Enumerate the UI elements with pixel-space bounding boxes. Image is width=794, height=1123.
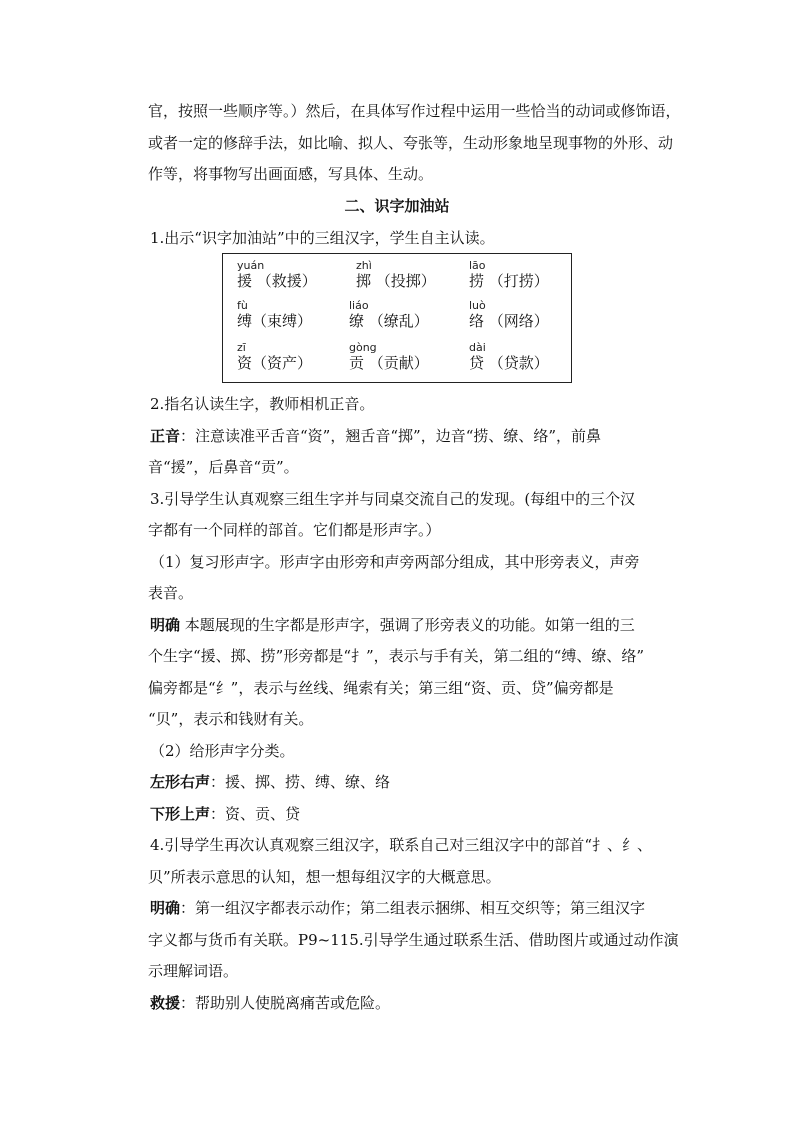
jiuyuan-label: 救援 [150, 994, 181, 1012]
intro-line-1: 官，按照一些顺序等。）然后，在具体写作过程中运用一些恰当的动词或修饰语， [148, 102, 681, 120]
mingque-2-label: 明确 [150, 899, 181, 917]
char-cell [237, 342, 347, 372]
step-1: 1.出示“识字加油站”中的三组汉字，学生自主认读。 [150, 229, 495, 247]
zhengyin-label: 正音 [150, 427, 181, 445]
pinyin: dài [469, 341, 486, 354]
char-text: 贷 （贷款） [469, 354, 549, 372]
sub-2: （2）给形声字分类。 [150, 742, 295, 760]
pinyin: fù [237, 299, 248, 312]
mingque-1-label: 明确 [150, 616, 181, 634]
sub-1-line-1: （1）复习形声字。形声字由形旁和声旁两部分组成，其中形旁表义，声旁 [150, 553, 640, 571]
zuoxing-label: 左形右声 [150, 773, 211, 791]
mingque-1-line-2: 个生字“援、掷、捞”形旁都是“扌”，表示与手有关，第二组的“缚、缭、络” [148, 647, 645, 665]
intro-line-2: 或者一定的修辞手法，如比喻、拟人、夸张等，生动形象地呈现事物的外形、动 [148, 134, 674, 152]
char-text: 捞 （打捞） [469, 272, 549, 290]
zhengyin-line-2: 音“援”，后鼻音“贡”。 [148, 458, 299, 476]
mingque-2-text: ：第一组汉字都表示动作；第二组表示捆绑、相互交织等；第三组汉字 [180, 899, 646, 917]
zuoxing-youSheng [150, 772, 650, 792]
pinyin: lāo [469, 259, 486, 272]
char-cell [469, 300, 579, 330]
step-2: 2.指名认读生字，教师相机正音。 [150, 395, 375, 413]
step-3-line-1: 3.引导学生认真观察三组生字并与同桌交流自己的发现。(每组中的三个汉 [150, 490, 636, 508]
char-cell [469, 342, 579, 372]
xiaxing-label: 下形上声 [150, 805, 211, 823]
char-cell [469, 260, 579, 290]
step-4-line-1: 4.引导学生再次认真观察三组汉字，联系自己对三组汉字中的部首“扌、纟、 [150, 836, 652, 854]
mingque-1-line-3: 偏旁都是“纟”，表示与丝线、绳索有关；第三组“资、贡、贷”偏旁都是 [148, 679, 614, 697]
char-cell [349, 300, 459, 330]
sub-1-line-2: 表音。 [148, 584, 194, 602]
pinyin: zhì [356, 259, 372, 272]
mingque-1-line-4: “贝”，表示和钱财有关。 [148, 710, 314, 728]
intro-line-3: 作等，将事物写出画面感，写具体、生动。 [148, 165, 434, 183]
step-3-line-2: 字都有一个同样的部首。它们都是形声字。） [148, 521, 441, 539]
zhengyin-line-1 [150, 426, 650, 446]
char-text: 资（资产） [237, 354, 313, 372]
char-cell [237, 300, 347, 330]
char-table [222, 253, 572, 383]
mingque-2-line-3: 示理解词语。 [148, 962, 239, 980]
pinyin: liáo [349, 299, 369, 312]
char-text: 缚（束缚） [237, 312, 313, 330]
xiaxing-text: ：资、贡、贷 [210, 805, 301, 823]
char-text: 络 （网络） [469, 312, 549, 330]
zhengyin-text: ：注意读准平舌音“资”，翘舌音“掷”，边音“捞、缭、络”，前鼻 [180, 427, 602, 445]
jiuyuan-text: ：帮助别人使脱离痛苦或危险。 [180, 994, 391, 1012]
pinyin: luò [469, 299, 486, 312]
zuoxing-text: ：援、掷、捞、缚、缭、络 [210, 773, 391, 791]
mingque-2-line-1 [150, 898, 650, 918]
xiaxing-shangsheng [150, 804, 650, 824]
step-4-line-2: 贝”所表示意思的认知，想一想每组汉字的大概意思。 [148, 868, 501, 886]
section-title: 二、识字加油站 [344, 197, 450, 215]
pinyin: zī [237, 341, 246, 354]
char-cell [356, 260, 466, 290]
pinyin: gòng [349, 341, 377, 354]
char-text: 缭 （缭乱） [349, 312, 429, 330]
pinyin: yuán [237, 259, 265, 272]
char-text: 贡 （贡献） [349, 354, 429, 372]
mingque-1-line-1 [150, 615, 650, 635]
char-text: 掷 （投掷） [356, 272, 436, 290]
char-cell [349, 342, 459, 372]
jiuyuan-definition [150, 993, 650, 1013]
char-text: 援 （救援） [237, 272, 317, 290]
char-cell [237, 260, 347, 290]
mingque-2-line-2: 字义都与货币有关联。P9~115.引导学生通过联系生活、借助图片或通过动作演 [148, 931, 679, 949]
mingque-1-text: 本题展现的生字都是形声字，强调了形旁表义的功能。如第一组的三 [180, 616, 635, 634]
